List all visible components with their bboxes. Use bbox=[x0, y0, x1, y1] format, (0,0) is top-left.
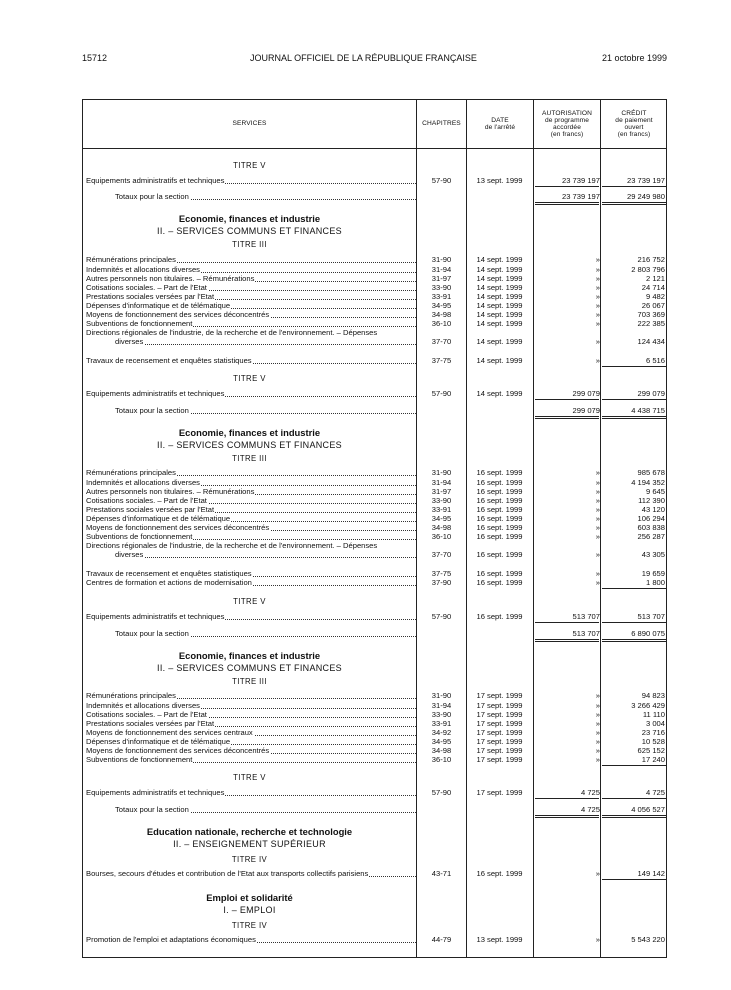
row-label bbox=[115, 550, 416, 559]
cell-cred: 4 194 352 bbox=[631, 478, 665, 487]
cell-auth: » bbox=[595, 523, 600, 532]
rule-line bbox=[535, 418, 599, 419]
cell-date: 17 sept. 1999 bbox=[476, 788, 523, 797]
cell-cred: 112 390 bbox=[638, 496, 665, 505]
cell-auth: » bbox=[595, 283, 600, 292]
cell-auth: 513 707 bbox=[572, 629, 600, 638]
rule-line bbox=[535, 622, 599, 623]
cell-auth: » bbox=[595, 292, 600, 301]
row-label bbox=[86, 283, 416, 292]
cell-date: 16 sept. 1999 bbox=[476, 578, 523, 587]
cell-auth: » bbox=[595, 737, 600, 746]
row-label bbox=[86, 301, 416, 310]
cell-date: 14 sept. 1999 bbox=[476, 301, 523, 310]
cell-auth: » bbox=[595, 569, 600, 578]
cell-auth: » bbox=[595, 478, 600, 487]
row-label bbox=[86, 612, 416, 621]
row-label-text: Cotisations sociales. – Part de l'Etat bbox=[86, 710, 207, 719]
cell-chap: 57-90 bbox=[431, 389, 452, 398]
service-heading: II. – SERVICES COMMUNS ET FINANCES bbox=[157, 663, 342, 673]
cell-cred: 149 142 bbox=[637, 869, 665, 878]
cell-auth: » bbox=[595, 728, 600, 737]
cell-auth: 299 079 bbox=[572, 406, 600, 415]
cell-date: 14 sept. 1999 bbox=[476, 283, 523, 292]
cell-chap: 34-92 bbox=[431, 728, 452, 737]
cell-chap: 33-90 bbox=[431, 496, 452, 505]
cell-cred: 2 121 bbox=[645, 274, 665, 283]
cell-auth: 4 725 bbox=[580, 805, 600, 814]
cell-cred: 985 678 bbox=[637, 468, 665, 477]
cell-chap: 44-79 bbox=[431, 935, 452, 944]
row-label bbox=[86, 737, 416, 746]
rule-line bbox=[535, 641, 599, 642]
cell-auth: » bbox=[595, 746, 600, 755]
cell-cred: 4 438 715 bbox=[631, 406, 665, 415]
row-label bbox=[86, 719, 416, 728]
row-label-text: Moyens de fonctionnement des services déconcentrés bbox=[86, 523, 270, 532]
cell-auth: 23 739 197 bbox=[561, 192, 600, 201]
row-label-text: Travaux de recensement et enquêtes statistiques bbox=[86, 356, 252, 365]
cell-cred: 513 707 bbox=[637, 612, 665, 621]
cell-date: 16 sept. 1999 bbox=[476, 569, 523, 578]
cell-date: 14 sept. 1999 bbox=[476, 292, 523, 301]
page-header bbox=[82, 53, 667, 67]
cell-cred: 216 752 bbox=[637, 255, 665, 264]
rule-line bbox=[535, 399, 599, 400]
cell-chap: 36-10 bbox=[431, 532, 452, 541]
cell-cred: 703 369 bbox=[637, 310, 665, 319]
cell-chap: 33-91 bbox=[431, 719, 452, 728]
service-heading: II. – SERVICES COMMUNS ET FINANCES bbox=[157, 226, 342, 236]
cell-date: 14 sept. 1999 bbox=[476, 310, 523, 319]
rule-line bbox=[535, 639, 599, 640]
cell-cred: 603 838 bbox=[637, 523, 665, 532]
cell-chap: 57-90 bbox=[431, 612, 452, 621]
row-label-text: Directions régionales de l'industrie, de la recherche et de l'environnement. – Dépenses bbox=[86, 541, 378, 550]
titre-heading: TITRE V bbox=[233, 161, 266, 170]
cell-cred: 299 079 bbox=[637, 389, 665, 398]
row-label bbox=[115, 805, 416, 814]
cell-chap: 36-10 bbox=[431, 755, 452, 764]
row-label-text: Autres personnels non titulaires. – Rémunérations bbox=[86, 487, 255, 496]
cell-cred: 124 434 bbox=[637, 337, 665, 346]
row-label-text: Prestations sociales versées par l'Etat bbox=[86, 292, 215, 301]
row-label bbox=[86, 755, 416, 764]
cell-auth: 23 739 197 bbox=[561, 176, 600, 185]
cell-cred: 3 004 bbox=[645, 719, 665, 728]
cell-chap: 31-97 bbox=[431, 274, 452, 283]
row-label-text: Moyens de fonctionnement des services déconcentrés bbox=[86, 310, 270, 319]
row-label bbox=[86, 328, 416, 337]
row-label-text: Directions régionales de l'industrie, de la recherche et de l'environnement. – Dépenses bbox=[86, 328, 378, 337]
cell-date: 17 sept. 1999 bbox=[476, 719, 523, 728]
issue-date: 21 octobre 1999 bbox=[601, 53, 667, 63]
cell-cred: 26 067 bbox=[641, 301, 665, 310]
titre-heading: TITRE V bbox=[233, 597, 266, 606]
row-label bbox=[115, 192, 416, 201]
row-label-text: Rémunérations principales bbox=[86, 691, 176, 700]
row-label-text: Equipements administratifs et techniques bbox=[86, 788, 225, 797]
cell-auth: » bbox=[595, 310, 600, 319]
cell-date: 17 sept. 1999 bbox=[476, 701, 523, 710]
page-number: 15712 bbox=[82, 53, 108, 63]
titre-heading: TITRE III bbox=[232, 677, 267, 686]
row-label-text: Dépenses d'informatique et de télématique bbox=[86, 514, 231, 523]
row-label bbox=[86, 788, 416, 797]
rule-line bbox=[602, 186, 666, 187]
ministry-heading: Education nationale, recherche et technologie bbox=[146, 826, 353, 837]
cell-auth: » bbox=[595, 496, 600, 505]
row-label bbox=[86, 578, 416, 587]
cell-chap: 33-90 bbox=[431, 710, 452, 719]
row-label-text: Travaux de recensement et enquêtes statistiques bbox=[86, 569, 252, 578]
row-label-text: Cotisations sociales. – Part de l'Etat bbox=[86, 283, 207, 292]
cell-auth: » bbox=[595, 505, 600, 514]
cell-date: 16 sept. 1999 bbox=[476, 523, 523, 532]
cell-auth: » bbox=[595, 710, 600, 719]
cell-date: 16 sept. 1999 bbox=[476, 550, 523, 559]
cell-date: 16 sept. 1999 bbox=[476, 514, 523, 523]
cell-auth: » bbox=[595, 869, 600, 878]
cell-date: 16 sept. 1999 bbox=[476, 532, 523, 541]
row-label bbox=[86, 532, 416, 541]
row-label bbox=[86, 710, 416, 719]
cell-auth: » bbox=[595, 701, 600, 710]
row-label bbox=[86, 292, 416, 301]
row-label bbox=[86, 935, 416, 944]
cell-date: 16 sept. 1999 bbox=[476, 869, 523, 878]
row-label bbox=[86, 176, 416, 185]
cell-chap: 31-97 bbox=[431, 487, 452, 496]
row-label-text: Totaux pour la section bbox=[115, 406, 189, 415]
row-label bbox=[86, 310, 416, 319]
cell-date: 17 sept. 1999 bbox=[476, 728, 523, 737]
cell-chap: 37-70 bbox=[431, 550, 452, 559]
row-label-text: Dépenses d'informatique et de télématique bbox=[86, 737, 231, 746]
cell-auth: » bbox=[595, 255, 600, 264]
cell-chap: 57-90 bbox=[431, 176, 452, 185]
leader-dots bbox=[115, 557, 416, 558]
row-label-text: diverses bbox=[115, 337, 144, 346]
cell-auth: » bbox=[595, 319, 600, 328]
cell-chap: 31-90 bbox=[431, 468, 452, 477]
row-label-text: Indemnités et allocations diverses bbox=[86, 478, 200, 487]
cell-auth: » bbox=[595, 487, 600, 496]
cell-cred: 6 516 bbox=[645, 356, 665, 365]
row-label-text: Subventions de fonctionnement bbox=[86, 755, 193, 764]
titre-heading: TITRE V bbox=[233, 773, 266, 782]
cell-chap: 34-95 bbox=[431, 301, 452, 310]
row-label-text: Bourses, secours d'études et contribution de l'Etat aux transports collectifs parisiens bbox=[86, 869, 369, 878]
cell-chap: 36-10 bbox=[431, 319, 452, 328]
cell-auth: » bbox=[595, 274, 600, 283]
row-label-text: Totaux pour la section bbox=[115, 805, 189, 814]
cell-cred: 17 240 bbox=[641, 755, 665, 764]
cell-cred: 24 714 bbox=[641, 283, 665, 292]
rule-line bbox=[602, 399, 666, 400]
row-label bbox=[86, 514, 416, 523]
row-label bbox=[86, 274, 416, 283]
cell-chap: 31-90 bbox=[431, 691, 452, 700]
cell-chap: 33-91 bbox=[431, 505, 452, 514]
cell-chap: 34-98 bbox=[431, 523, 452, 532]
cell-cred: 256 287 bbox=[637, 532, 665, 541]
cell-cred: 43 120 bbox=[641, 505, 665, 514]
row-label bbox=[86, 255, 416, 264]
row-label-text: Dépenses d'informatique et de télématique bbox=[86, 301, 231, 310]
cell-chap: 34-98 bbox=[431, 746, 452, 755]
rule-line bbox=[602, 765, 666, 766]
cell-auth: » bbox=[595, 550, 600, 559]
header-services: SERVICES bbox=[232, 120, 267, 128]
ministry-heading: Economie, finances et industrie bbox=[178, 427, 321, 438]
cell-date: 17 sept. 1999 bbox=[476, 737, 523, 746]
cell-date: 16 sept. 1999 bbox=[476, 505, 523, 514]
row-label bbox=[86, 523, 416, 532]
cell-auth: » bbox=[595, 532, 600, 541]
cell-date: 14 sept. 1999 bbox=[476, 356, 523, 365]
ministry-heading: Emploi et solidarité bbox=[206, 892, 293, 903]
cell-cred: 29 249 980 bbox=[626, 192, 665, 201]
rule-line bbox=[602, 798, 666, 799]
cell-chap: 37-90 bbox=[431, 578, 452, 587]
rule-line bbox=[602, 418, 666, 419]
cell-date: 16 sept. 1999 bbox=[476, 478, 523, 487]
cell-cred: 222 385 bbox=[637, 319, 665, 328]
rule-line bbox=[602, 817, 666, 818]
cell-auth: 299 079 bbox=[572, 389, 600, 398]
row-label-text: Equipements administratifs et techniques bbox=[86, 176, 225, 185]
cell-date: 13 sept. 1999 bbox=[476, 176, 523, 185]
row-label-text: Rémunérations principales bbox=[86, 468, 176, 477]
cell-auth: » bbox=[595, 301, 600, 310]
row-label bbox=[86, 356, 416, 365]
rule-line bbox=[602, 588, 666, 589]
cell-cred: 43 305 bbox=[641, 550, 665, 559]
credits-table bbox=[82, 99, 667, 958]
cell-chap: 57-90 bbox=[431, 788, 452, 797]
row-label bbox=[86, 505, 416, 514]
row-label-text: Promotion de l'emploi et adaptations économiques bbox=[86, 935, 256, 944]
cell-auth: 513 707 bbox=[572, 612, 600, 621]
cell-date: 17 sept. 1999 bbox=[476, 691, 523, 700]
cell-auth: » bbox=[595, 578, 600, 587]
rule-line bbox=[535, 186, 599, 187]
cell-cred: 9 645 bbox=[645, 487, 665, 496]
cell-date: 13 sept. 1999 bbox=[476, 935, 523, 944]
rule-line bbox=[535, 416, 599, 417]
rule-line bbox=[535, 798, 599, 799]
cell-auth: » bbox=[595, 719, 600, 728]
cell-cred: 19 659 bbox=[641, 569, 665, 578]
rule-line bbox=[535, 202, 599, 203]
row-label-text: Indemnités et allocations diverses bbox=[86, 265, 200, 274]
cell-date: 16 sept. 1999 bbox=[476, 496, 523, 505]
row-label-text: Totaux pour la section bbox=[115, 192, 189, 201]
cell-date: 14 sept. 1999 bbox=[476, 337, 523, 346]
titre-heading: TITRE III bbox=[232, 240, 267, 249]
rule-line bbox=[602, 879, 666, 880]
cell-chap: 43-71 bbox=[431, 869, 452, 878]
journal-title: JOURNAL OFFICIEL DE LA RÉPUBLIQUE FRANÇAISE bbox=[250, 53, 477, 63]
row-label bbox=[86, 869, 416, 878]
header-autorisation: AUTORISATION de programme accordée (en francs) bbox=[541, 109, 593, 139]
row-label bbox=[115, 629, 416, 638]
titre-heading: TITRE III bbox=[232, 454, 267, 463]
cell-auth: » bbox=[595, 265, 600, 274]
header-date: DATE de l'arrêté bbox=[484, 116, 516, 131]
cell-chap: 33-90 bbox=[431, 283, 452, 292]
cell-chap: 37-70 bbox=[431, 337, 452, 346]
cell-date: 14 sept. 1999 bbox=[476, 274, 523, 283]
service-heading: II. – ENSEIGNEMENT SUPÉRIEUR bbox=[173, 839, 326, 849]
row-label bbox=[86, 389, 416, 398]
row-label-text: Prestations sociales versées par l'Etat bbox=[86, 719, 215, 728]
cell-cred: 11 110 bbox=[642, 710, 665, 719]
row-label-text: Centres de formation et actions de modernisation bbox=[86, 578, 252, 587]
cell-auth: » bbox=[595, 935, 600, 944]
leader-dots bbox=[115, 344, 416, 345]
cell-auth: » bbox=[595, 691, 600, 700]
cell-cred: 4 725 bbox=[645, 788, 665, 797]
cell-chap: 34-98 bbox=[431, 310, 452, 319]
rule-line bbox=[535, 815, 599, 816]
titre-heading: TITRE V bbox=[233, 374, 266, 383]
cell-cred: 6 890 075 bbox=[631, 629, 665, 638]
rule-line bbox=[602, 639, 666, 640]
cell-cred: 106 294 bbox=[637, 514, 665, 523]
rule-line bbox=[602, 641, 666, 642]
cell-auth: 4 725 bbox=[580, 788, 600, 797]
rule-line bbox=[602, 815, 666, 816]
cell-chap: 31-94 bbox=[431, 701, 452, 710]
row-label bbox=[86, 496, 416, 505]
table-body bbox=[83, 148, 666, 957]
cell-date: 17 sept. 1999 bbox=[476, 746, 523, 755]
rule-line bbox=[602, 204, 666, 205]
cell-chap: 37-75 bbox=[431, 356, 452, 365]
row-label bbox=[86, 569, 416, 578]
row-label-text: Equipements administratifs et techniques bbox=[86, 389, 225, 398]
cell-chap: 31-90 bbox=[431, 255, 452, 264]
header-chapitres: CHAPITRES bbox=[422, 120, 461, 128]
titre-heading: TITRE IV bbox=[231, 921, 268, 930]
cell-auth: » bbox=[595, 755, 600, 764]
cell-date: 16 sept. 1999 bbox=[476, 487, 523, 496]
row-label-text: Prestations sociales versées par l'Etat bbox=[86, 505, 215, 514]
row-label bbox=[86, 265, 416, 274]
cell-date: 14 sept. 1999 bbox=[476, 389, 523, 398]
cell-date: 16 sept. 1999 bbox=[476, 612, 523, 621]
rule-line bbox=[602, 202, 666, 203]
cell-date: 16 sept. 1999 bbox=[476, 468, 523, 477]
row-label bbox=[86, 746, 416, 755]
titre-heading: TITRE IV bbox=[231, 855, 268, 864]
row-label bbox=[86, 468, 416, 477]
ministry-heading: Economie, finances et industrie bbox=[178, 213, 321, 224]
row-label bbox=[86, 728, 416, 737]
cell-cred: 94 823 bbox=[641, 691, 665, 700]
row-label bbox=[86, 541, 416, 550]
cell-date: 14 sept. 1999 bbox=[476, 265, 523, 274]
service-heading: II. – SERVICES COMMUNS ET FINANCES bbox=[157, 440, 342, 450]
cell-chap: 31-94 bbox=[431, 478, 452, 487]
cell-cred: 10 528 bbox=[641, 737, 665, 746]
row-label-text: Cotisations sociales. – Part de l'Etat bbox=[86, 496, 207, 505]
cell-date: 17 sept. 1999 bbox=[476, 710, 523, 719]
rule-line bbox=[535, 204, 599, 205]
row-label bbox=[86, 701, 416, 710]
cell-date: 14 sept. 1999 bbox=[476, 255, 523, 264]
cell-cred: 23 716 bbox=[641, 728, 665, 737]
row-label-text: Subventions de fonctionnement bbox=[86, 532, 193, 541]
cell-auth: » bbox=[595, 356, 600, 365]
row-label-text: Totaux pour la section bbox=[115, 629, 189, 638]
row-label-text: Moyens de fonctionnement des services déconcentrés bbox=[86, 746, 270, 755]
row-label-text: Subventions de fonctionnement bbox=[86, 319, 193, 328]
cell-chap: 37-75 bbox=[431, 569, 452, 578]
cell-auth: » bbox=[595, 468, 600, 477]
row-label-text: Indemnités et allocations diverses bbox=[86, 701, 200, 710]
cell-chap: 33-91 bbox=[431, 292, 452, 301]
row-label bbox=[86, 478, 416, 487]
cell-chap: 31-94 bbox=[431, 265, 452, 274]
cell-auth: » bbox=[595, 337, 600, 346]
cell-cred: 1 800 bbox=[645, 578, 665, 587]
cell-cred: 4 056 527 bbox=[631, 805, 665, 814]
rule-line bbox=[535, 817, 599, 818]
row-label bbox=[115, 406, 416, 415]
cell-date: 17 sept. 1999 bbox=[476, 755, 523, 764]
row-label-text: diverses bbox=[115, 550, 144, 559]
row-label-text: Rémunérations principales bbox=[86, 255, 176, 264]
row-label-text: Moyens de fonctionnement des services centraux bbox=[86, 728, 253, 737]
cell-auth: » bbox=[595, 514, 600, 523]
cell-chap: 34-95 bbox=[431, 514, 452, 523]
cell-date: 14 sept. 1999 bbox=[476, 319, 523, 328]
rule-line bbox=[602, 416, 666, 417]
cell-cred: 625 152 bbox=[637, 746, 665, 755]
cell-cred: 9 482 bbox=[645, 292, 665, 301]
row-label bbox=[86, 319, 416, 328]
cell-cred: 23 739 197 bbox=[626, 176, 665, 185]
row-label bbox=[86, 691, 416, 700]
cell-cred: 5 543 220 bbox=[631, 935, 665, 944]
rule-line bbox=[602, 622, 666, 623]
ministry-heading: Economie, finances et industrie bbox=[178, 650, 321, 661]
service-heading: I. – EMPLOI bbox=[223, 905, 276, 915]
header-credit: CRÉDIT de paiement ouvert (en francs) bbox=[615, 109, 653, 139]
row-label bbox=[86, 487, 416, 496]
row-label bbox=[115, 337, 416, 346]
cell-chap: 34-95 bbox=[431, 737, 452, 746]
cell-cred: 2 803 796 bbox=[631, 265, 665, 274]
cell-cred: 3 266 429 bbox=[631, 701, 665, 710]
rule-line bbox=[602, 366, 666, 367]
row-label-text: Equipements administratifs et techniques bbox=[86, 612, 225, 621]
row-label-text: Autres personnels non titulaires. – Rémunérations bbox=[86, 274, 255, 283]
